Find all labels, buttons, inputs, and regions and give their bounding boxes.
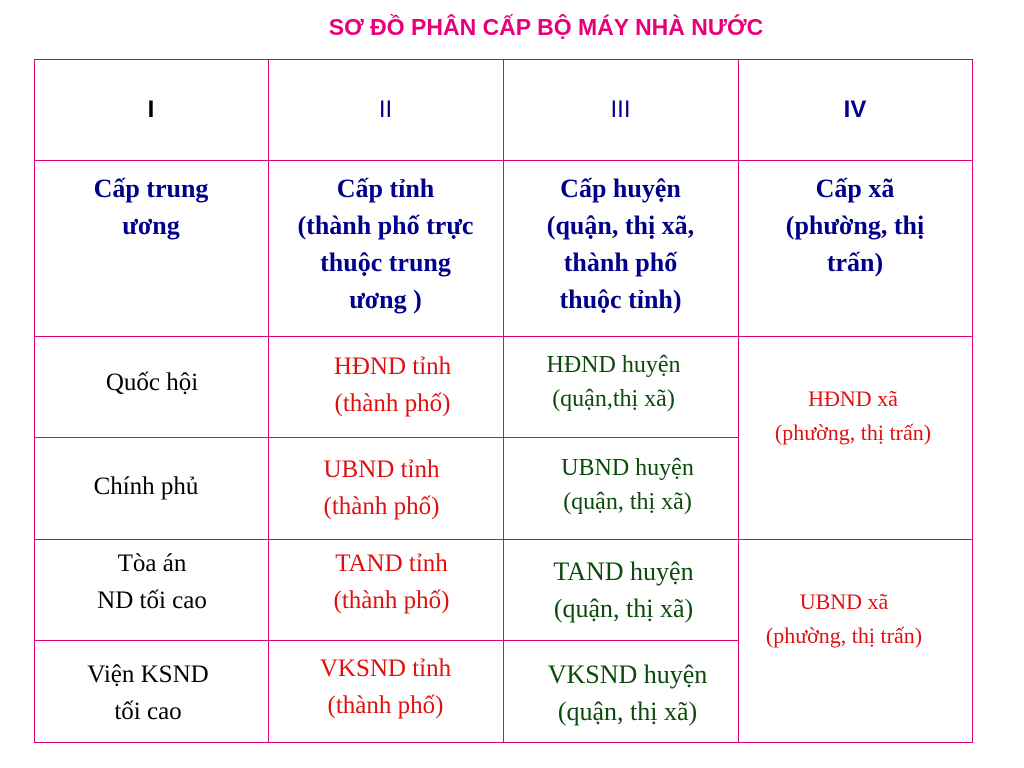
cell-text: Quốc hội <box>105 369 199 396</box>
cell-text: ND tối cao <box>97 587 207 614</box>
table-divider-row1 <box>34 160 973 161</box>
cell-procuracy-province <box>268 650 503 724</box>
cell-government-central <box>28 468 264 505</box>
table-border-right <box>972 59 973 743</box>
cell-text: VKSND tỉnh <box>319 655 452 682</box>
cell-procuracy-central <box>30 656 266 730</box>
cell-text: (thành phố) <box>333 587 450 614</box>
cell-commune-committee <box>727 585 961 653</box>
level-district-line: thành phố <box>563 248 678 277</box>
level-province-line: ương ) <box>349 285 422 314</box>
cell-text: VKSND huyện <box>547 660 708 689</box>
cell-text: HĐND tỉnh <box>333 353 452 380</box>
cell-text: (phường, thị trấn) <box>774 420 932 445</box>
level-province-line: Cấp tỉnh <box>336 174 435 203</box>
table-border-bottom <box>34 742 973 743</box>
cell-text: (quận, thị xã) <box>563 489 692 515</box>
cell-text: UBND huyện <box>561 455 694 481</box>
cell-text: (quận, thị xã) <box>557 697 698 726</box>
table-divider-row3 <box>34 437 738 438</box>
page-title: SƠ ĐỒ PHÂN CẤP BỘ MÁY NHÀ NƯỚC <box>328 14 764 40</box>
header-label-1: I <box>147 96 155 123</box>
table-divider-row4 <box>34 539 973 540</box>
cell-government-district <box>510 451 745 519</box>
level-province-line: thuộc trung <box>320 248 451 277</box>
level-province-line: (thành phố trực <box>297 211 474 240</box>
header-cell-4 <box>738 60 972 160</box>
level-district-line: thuộc tỉnh) <box>559 285 682 314</box>
cell-court-district <box>506 553 741 627</box>
cell-commune-council <box>736 382 970 450</box>
level-commune <box>738 170 972 281</box>
cell-text: Viện KSND <box>87 661 209 688</box>
cell-government-province <box>264 451 499 525</box>
level-central-line: ương <box>122 211 180 240</box>
cell-text: UBND xã <box>799 589 889 614</box>
cell-text: (quận, thị xã) <box>553 594 694 623</box>
cell-court-central <box>34 545 270 619</box>
level-district <box>503 170 738 318</box>
header-cell-2 <box>268 60 503 160</box>
cell-assembly-district <box>496 348 731 416</box>
cell-procuracy-district <box>510 656 745 730</box>
cell-text: Tòa án <box>117 550 187 577</box>
cell-text: (thành phố) <box>327 692 444 719</box>
header-label-2: II <box>378 96 393 123</box>
level-commune-line: Cấp xã <box>815 174 895 203</box>
table-divider-row5 <box>34 640 738 641</box>
cell-text: UBND tỉnh <box>323 456 440 483</box>
cell-text: TAND huyện <box>553 557 694 586</box>
cell-court-province <box>274 545 509 619</box>
header-label-3: III <box>610 96 631 123</box>
cell-text: Chính phủ <box>93 473 199 500</box>
level-province <box>268 170 503 318</box>
cell-assembly-province <box>275 348 510 422</box>
cell-text: TAND tỉnh <box>335 550 448 577</box>
level-district-line: Cấp huyện <box>560 174 681 203</box>
cell-assembly-central <box>34 364 270 401</box>
level-central <box>34 170 268 244</box>
cell-text: HĐND huyện <box>546 352 681 378</box>
header-cell-1 <box>34 60 268 160</box>
header-label-4: IV <box>843 96 867 123</box>
level-commune-line: trấn) <box>826 248 884 277</box>
level-central-line: Cấp trung <box>93 174 209 203</box>
cell-text: (phường, thị trấn) <box>765 623 923 648</box>
cell-text: HĐND xã <box>808 386 898 411</box>
cell-text: (quận,thị xã) <box>552 386 675 412</box>
cell-text: (thành phố) <box>334 390 451 417</box>
cell-text: (thành phố) <box>323 493 440 520</box>
level-commune-line: (phường, thị <box>785 211 925 240</box>
cell-text: tối cao <box>114 698 182 725</box>
table-divider-row2 <box>34 336 973 337</box>
header-cell-3 <box>503 60 738 160</box>
level-district-line: (quận, thị xã, <box>546 211 695 240</box>
